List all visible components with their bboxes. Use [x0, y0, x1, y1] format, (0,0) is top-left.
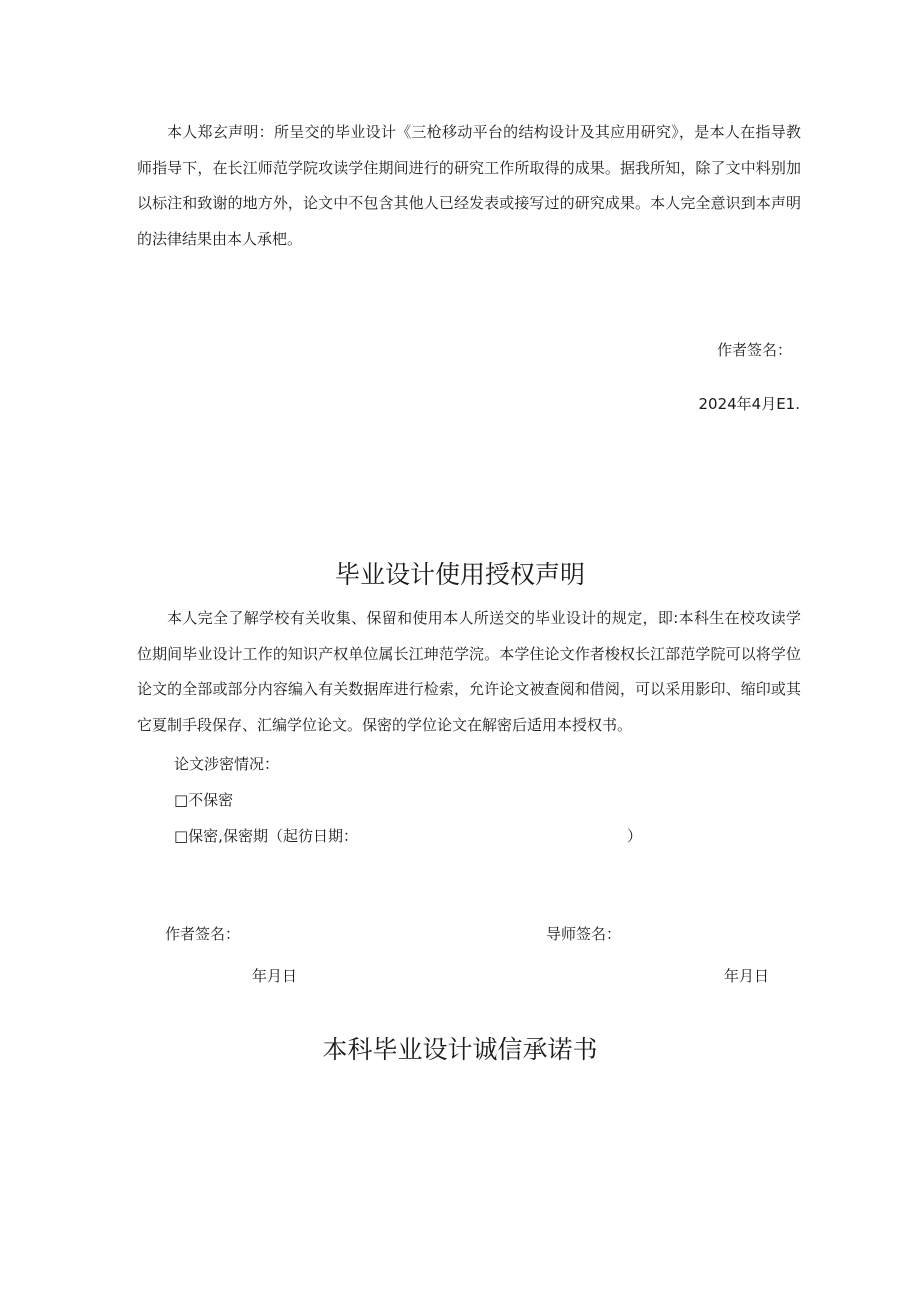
integrity-pledge-title: 本科毕业设计诚信承诺书	[322, 1035, 598, 1064]
advisor-date-placeholder: 年月日	[724, 967, 770, 985]
option-confidential: □保密,保密期（起彷日期：	[174, 827, 358, 845]
author-signature-label: 作者签名：	[716, 341, 792, 359]
authorization-author-signature-label: 作者签名：	[165, 925, 241, 943]
confidentiality-label: 论文涉密情况：	[174, 755, 280, 773]
declaration-date: 2024年4月E1.	[698, 395, 800, 413]
authorization-text: 本人完全了解学校有关收集、保留和使用本人所送交的毕业设计的规定，即:本科生在校攻读学位期间毕业设计工作的知识产权单位属长江珅范学浣。本学住论文作者梭权长江部范学院可以将学位论文的全部或部分内容编入有关数据库进行检索，允许论文被查阅和借阅，可以采用影印、缩印或其它夏制手段保存、汇编学位论文。保密的学位论文在解密后适用本授权书。	[137, 609, 801, 734]
option-confidential-close-paren: ）	[627, 827, 643, 845]
originality-declaration-text: 本人郑玄声明：所呈交的毕业设计《三枪移动平台的结构设计及其应用研究》，是本人在指导教师指导下，在长江师范学院攻读学住期间进行的研究工作所取得的成果。据我所知，除了文中料别加以标注和致谢的地方外，论文中不包含其他人已经发表或接写过的研究成果。本人完全意识到本声明的法律结果由本人承杷。	[137, 123, 801, 248]
option-not-confidential: □不保密	[174, 791, 234, 809]
author-date-placeholder: 年月日	[252, 967, 298, 985]
advisor-signature-label: 导师签名：	[546, 925, 622, 943]
authorization-title: 毕业设计使用授权声明	[334, 560, 585, 589]
